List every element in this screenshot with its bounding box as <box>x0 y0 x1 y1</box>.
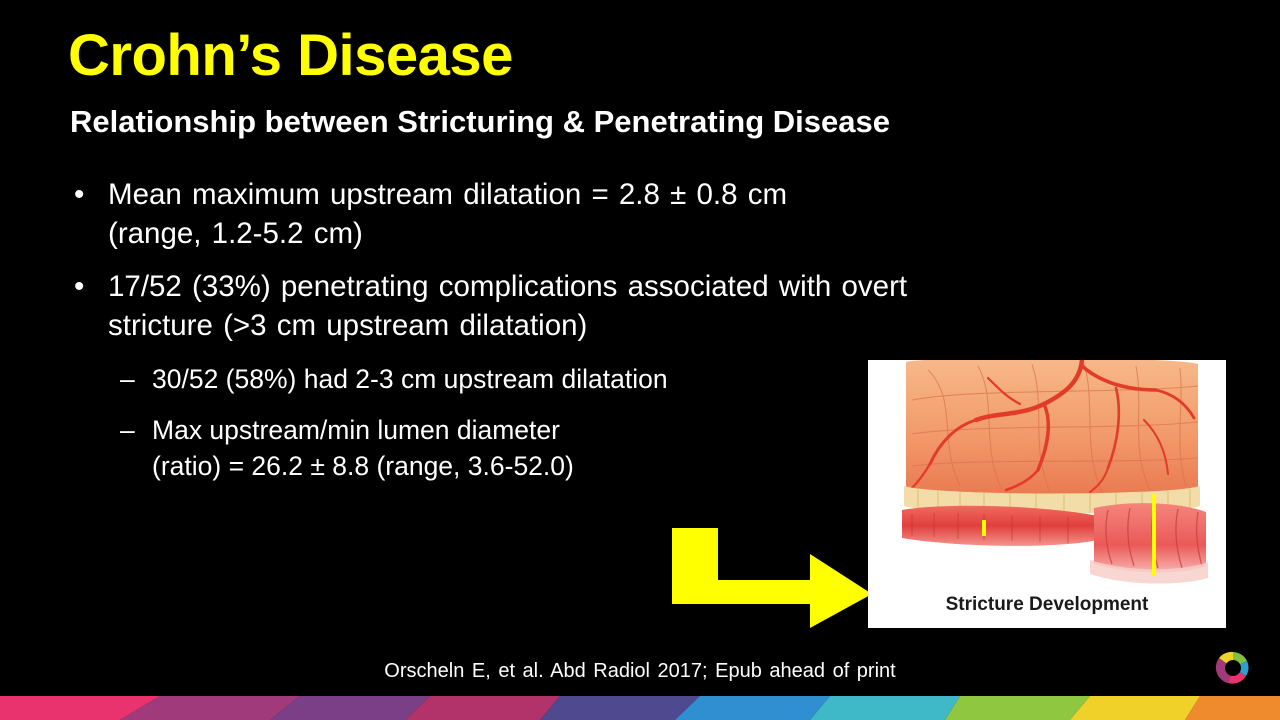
institution-logo-icon <box>1210 644 1256 690</box>
bullet-line: stricture (>3 cm upstream dilatation) <box>108 308 588 342</box>
figure-caption: Stricture Development <box>945 594 1149 615</box>
page-subtitle: Relationship between Stricturing & Penetrating Disease <box>70 104 890 139</box>
sub-bullet-line: 30/52 (58%) had 2-3 cm upstream dilatation <box>152 363 668 394</box>
sub-bullet-line: Max upstream/min lumen diameter <box>152 415 560 446</box>
citation-text: Orscheln E, et al. Abd Radiol 2017; Epub ahead of print <box>384 660 896 682</box>
bullet-line: (range, 1.2-5.2 cm) <box>108 216 363 250</box>
dash-marker: – <box>120 363 135 394</box>
page-title: Crohn’s Disease <box>68 23 513 88</box>
bowel-stricture-illustration-icon <box>868 360 1226 588</box>
yellow-curved-arrow-icon <box>660 528 876 628</box>
figure-panel <box>868 360 1226 628</box>
decorative-color-band <box>0 696 1280 720</box>
bullet-marker: • <box>74 178 85 211</box>
list-item <box>66 176 1166 254</box>
bullet-line: 17/52 (33%) penetrating complications associated with overt <box>108 269 908 303</box>
dash-marker: – <box>120 415 135 446</box>
bullet-marker: • <box>74 269 85 303</box>
bullet-line: Mean maximum upstream dilatation = 2.8 ± 0.8 cm <box>108 178 788 211</box>
sub-bullet-line: (ratio) = 26.2 ± 8.8 (range, 3.6-52.0) <box>152 450 574 481</box>
list-item <box>66 268 1148 346</box>
